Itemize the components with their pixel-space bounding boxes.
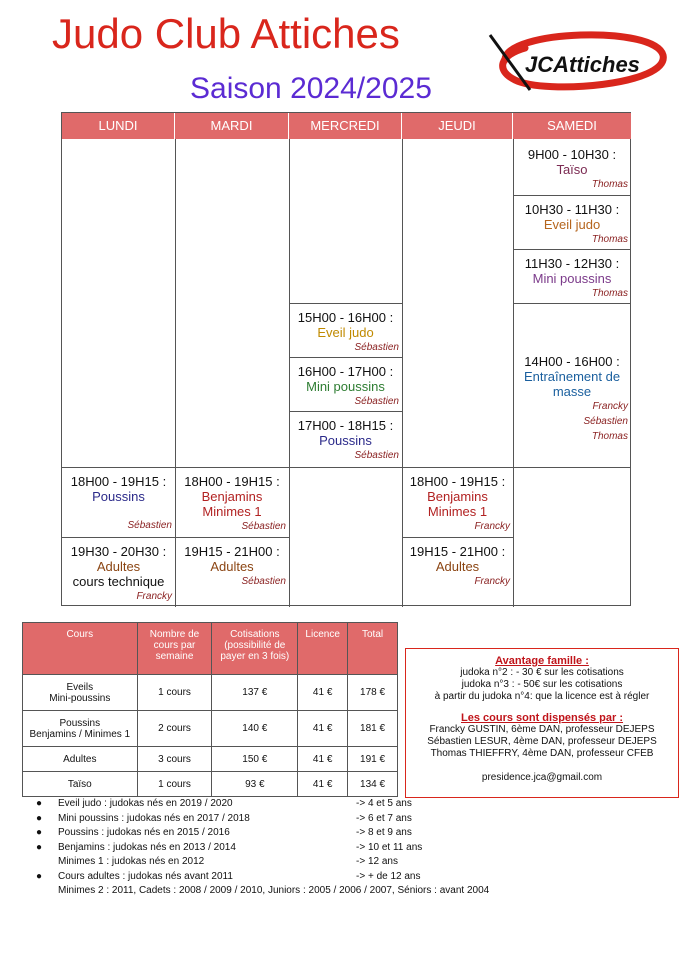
cell-total: 178 € bbox=[348, 675, 398, 711]
family-line: judoka n°2 : - 30 € sur les cotisations bbox=[460, 667, 624, 678]
day-header-mardi: MARDI bbox=[175, 113, 289, 139]
col-header-cotisations: Cotisations (possibilité de payer en 3 fois) bbox=[212, 623, 298, 675]
slot-time: 16H00 - 17H00 : bbox=[297, 364, 394, 379]
slot-samedi-eveil bbox=[513, 202, 631, 247]
row-divider bbox=[289, 411, 402, 412]
day-header-mercredi: MERCREDI bbox=[289, 113, 402, 139]
note-text: Cours adultes : judokas nés avant 2011 bbox=[58, 870, 233, 882]
slot-teacher: Francky bbox=[592, 401, 628, 412]
teachers-title: Les cours sont dispensés par : bbox=[461, 712, 623, 724]
note-text: Mini poussins : judokas nés en 2017 / 2018 bbox=[58, 812, 250, 824]
teacher-line: Sébastien LESUR, 4ème DAN, professeur DEJEPS bbox=[427, 736, 657, 747]
row-divider bbox=[62, 467, 631, 468]
slot-course: Mini poussins bbox=[532, 271, 612, 286]
slot-teacher: Thomas bbox=[591, 179, 628, 190]
slot-teacher: Sébastien bbox=[354, 396, 399, 407]
table-row bbox=[23, 772, 398, 797]
slot-course: Adultes bbox=[435, 559, 480, 574]
slot-time: 14H00 - 16H00 : bbox=[524, 354, 620, 369]
table-row bbox=[23, 711, 398, 747]
tarif-table bbox=[22, 622, 398, 797]
teacher-line: Francky GUSTIN, 6ème DAN, professeur DEJEPS bbox=[429, 724, 655, 735]
slot-course: Eveil judo bbox=[317, 325, 374, 340]
row-divider bbox=[513, 195, 631, 196]
slot-mercredi-poussins bbox=[289, 418, 402, 463]
slot-course: Minimes 1 bbox=[202, 504, 262, 519]
cell-nombre: 1 cours bbox=[137, 772, 212, 797]
slot-course: Poussins bbox=[92, 489, 145, 504]
slot-samedi-mini-poussins bbox=[513, 256, 631, 301]
slot-course: Mini poussins bbox=[306, 379, 385, 394]
table-row bbox=[23, 747, 398, 772]
slot-mercredi-mini-poussins bbox=[289, 364, 402, 409]
season-title: Saison 2024/2025 bbox=[190, 72, 432, 105]
slot-course-detail: cours technique bbox=[72, 574, 165, 589]
slot-time: 18H00 - 19H15 : bbox=[70, 474, 167, 489]
note-age: -> 10 et 11 ans bbox=[356, 841, 423, 853]
day-header-jeudi: JEUDI bbox=[402, 113, 513, 139]
slot-course: Benjamins bbox=[427, 489, 488, 504]
day-header-lundi: LUNDI bbox=[62, 113, 175, 139]
note-text: Minimes 2 : 2011, Cadets : 2008 / 2009 / 2010, Juniors : 2005 / 2006 / 2007, Séniors : avant 2004 bbox=[58, 885, 490, 896]
cell-cotisation: 150 € bbox=[212, 747, 298, 772]
cell-total: 134 € bbox=[348, 772, 398, 797]
slot-time: 17H00 - 18H15 : bbox=[297, 418, 394, 433]
slot-time: 15H00 - 16H00 : bbox=[297, 310, 394, 325]
slot-time: 9H00 - 10H30 : bbox=[527, 147, 617, 162]
family-line: judoka n°3 : - 50€ sur les cotisations bbox=[461, 679, 623, 690]
cell-total: 191 € bbox=[348, 747, 398, 772]
row-divider bbox=[62, 537, 289, 538]
slot-time: 19H30 - 20H30 : bbox=[70, 544, 167, 559]
note-age: -> 6 et 7 ans bbox=[356, 812, 412, 824]
col-header-licence: Licence bbox=[298, 623, 348, 675]
svg-text:JCAttiches: JCAttiches bbox=[525, 52, 640, 77]
slot-teacher: Sébastien bbox=[127, 520, 172, 531]
slot-time: 10H30 - 11H30 : bbox=[524, 202, 620, 217]
schedule-table bbox=[61, 112, 631, 606]
bullet: ● bbox=[36, 812, 43, 824]
cell-cotisation: 137 € bbox=[212, 675, 298, 711]
slot-teacher: Francky bbox=[474, 576, 510, 587]
slot-time: 18H00 - 19H15 : bbox=[184, 474, 280, 489]
cell-licence: 41 € bbox=[298, 772, 348, 797]
cell-cours: Taïso bbox=[23, 772, 138, 797]
note-age: -> + de 12 ans bbox=[356, 870, 421, 882]
row-divider bbox=[513, 249, 631, 250]
slot-jeudi-adultes bbox=[402, 544, 513, 589]
slot-teacher: Sébastien bbox=[241, 521, 286, 532]
slot-course: Minimes 1 bbox=[427, 504, 488, 519]
slot-course: Adultes bbox=[96, 559, 141, 574]
family-line: à partir du judoka n°4: que la licence est à régler bbox=[434, 691, 650, 702]
slot-teacher: Thomas bbox=[591, 234, 628, 245]
slot-course: Poussins bbox=[319, 433, 372, 448]
cell-nombre: 2 cours bbox=[137, 711, 212, 747]
teacher-line: Thomas THIEFFRY, 4ème DAN, professeur CFEB bbox=[430, 748, 654, 759]
note-age: -> 4 et 5 ans bbox=[356, 798, 412, 809]
slot-teacher: Sébastien bbox=[354, 450, 399, 461]
slot-mercredi-eveil bbox=[289, 310, 402, 355]
slot-samedi-entrainement bbox=[513, 354, 631, 444]
cell-licence: 41 € bbox=[298, 711, 348, 747]
slot-course: Entraînement de masse bbox=[523, 369, 621, 399]
col-header-cours: Cours bbox=[23, 623, 138, 675]
family-box bbox=[405, 648, 679, 798]
note-text: Eveil judo : judokas nés en 2019 / 2020 bbox=[58, 798, 233, 809]
row-divider bbox=[513, 303, 631, 304]
slot-mardi-adultes bbox=[175, 544, 289, 589]
club-logo bbox=[485, 20, 675, 100]
slot-teacher: Thomas bbox=[591, 431, 628, 442]
slot-teacher: Thomas bbox=[591, 288, 628, 299]
cell-nombre: 3 cours bbox=[137, 747, 212, 772]
bullet: ● bbox=[36, 798, 43, 809]
cell-cotisation: 140 € bbox=[212, 711, 298, 747]
slot-samedi-taiso bbox=[513, 147, 631, 192]
slot-lundi-adultes bbox=[62, 544, 175, 604]
cell-nombre: 1 cours bbox=[137, 675, 212, 711]
slot-teacher: Sébastien bbox=[583, 416, 628, 427]
cell-cours: Eveils Mini-poussins bbox=[23, 675, 138, 711]
note-text: Benjamins : judokas nés en 2013 / 2014 bbox=[58, 841, 236, 853]
note-text: Poussins : judokas nés en 2015 / 2016 bbox=[58, 827, 230, 838]
slot-time: 19H15 - 21H00 : bbox=[409, 544, 506, 559]
slot-teacher: Sébastien bbox=[354, 342, 399, 353]
cell-cotisation: 93 € bbox=[212, 772, 298, 797]
slot-teacher: Francky bbox=[136, 591, 172, 602]
note-text: Minimes 1 : judokas nés en 2012 bbox=[58, 856, 205, 867]
table-row bbox=[23, 675, 398, 711]
slot-course: Eveil judo bbox=[543, 217, 601, 232]
club-title: Judo Club Attiches bbox=[52, 10, 400, 57]
slot-course: Benjamins bbox=[201, 489, 263, 504]
row-divider bbox=[289, 357, 402, 358]
col-header-total: Total bbox=[348, 623, 398, 675]
col-header-nombre: Nombre de cours par semaine bbox=[137, 623, 212, 675]
cell-cours: Adultes bbox=[23, 747, 138, 772]
slot-course: Adultes bbox=[210, 559, 254, 574]
slot-course: Taïso bbox=[556, 162, 588, 177]
cell-total: 181 € bbox=[348, 711, 398, 747]
slot-time: 18H00 - 19H15 : bbox=[409, 474, 506, 489]
day-header-samedi: SAMEDI bbox=[513, 113, 631, 139]
slot-time: 11H30 - 12H30 : bbox=[524, 256, 620, 271]
slot-teacher: Francky bbox=[474, 521, 510, 532]
bullet: ● bbox=[36, 870, 43, 882]
note-age: -> 8 et 9 ans bbox=[356, 827, 412, 838]
bullet: ● bbox=[36, 841, 43, 853]
cell-cours: Poussins Benjamins / Minimes 1 bbox=[23, 711, 138, 747]
family-title: Avantage famille : bbox=[495, 655, 589, 667]
row-divider bbox=[402, 537, 513, 538]
bullet: ● bbox=[36, 827, 43, 838]
slot-lundi-poussins bbox=[62, 474, 175, 533]
note-age: -> 12 ans bbox=[356, 856, 398, 867]
contact-email[interactable]: presidence.jca@gmail.com bbox=[481, 772, 603, 783]
slot-teacher: Sébastien bbox=[241, 576, 286, 587]
slot-mardi-benjamins bbox=[175, 474, 289, 534]
row-divider bbox=[289, 303, 402, 304]
cell-licence: 41 € bbox=[298, 747, 348, 772]
cell-licence: 41 € bbox=[298, 675, 348, 711]
slot-jeudi-benjamins bbox=[402, 474, 513, 534]
slot-time: 19H15 - 21H00 : bbox=[184, 544, 280, 559]
